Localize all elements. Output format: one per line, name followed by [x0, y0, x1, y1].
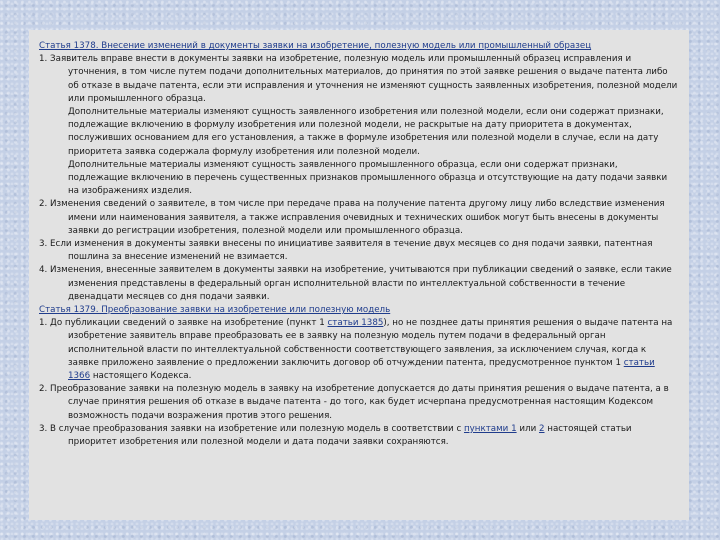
document-panel: [29, 30, 689, 520]
link-points-1[interactable]: пунктами 1: [463, 423, 517, 434]
article-1379-p3-text-a: 3. В случае преобразования заявки на изобретение или полезную модель в соответствии с: [39, 423, 464, 434]
article-1379-p1-text-a: 1. До публикации сведений о заявке на изобретение (пункт 1: [39, 318, 328, 329]
link-point-2[interactable]: 2: [538, 423, 545, 434]
link-article-1366[interactable]: статьи 1366: [68, 357, 655, 382]
article-1379-paragraph-2: 2. Преобразование заявки на полезную модель в заявку на изобретение допускается до даты принятия решения о выдаче патента, а в случае принятия решения об отказе в выдаче патента - до того, как будет исчерпана предусмотренная настоящим Кодексом возможность подачи возражения против этого решения.: [39, 384, 669, 421]
article-1378-paragraph-4: 4. Изменения, внесенные заявителем в документы заявки на изобретение, учитываются при публикации сведений о заявке, если такие изменения представлены в федеральный орган исполнительной власти по интеллектуальной собственности в течение двенадцати месяцев со дня подачи заявки.: [39, 265, 672, 302]
article-1379-paragraph-1: [39, 317, 679, 383]
article-1378-paragraph-1-additional-a: Дополнительные материалы изменяют сущность заявленного изобретения или полезной модели, если они содержат признаки, подлежащие включению в формулу изобретения или полезной модели, не раскрытые на дату приоритета в документах, послуживших основанием для его установления, а также в формуле изобретения или полезной модели в случае, если на дату приоритета заявка содержала формулу изобретения или полезной модели.: [68, 107, 664, 157]
article-1378-paragraph-2: 2. Изменения сведений о заявителе, в том числе при передаче права на получение патента другому лицу либо вследствие изменения имени или наименования заявителя, а также исправления очевидных и технических ошибок могут быть внесены в документы заявки до регистрации изобретения, полезной модели или промышленного образца.: [39, 199, 665, 236]
article-1378-heading: Статья 1378. Внесение изменений в документы заявки на изобретение, полезную модель или промышленный образец: [39, 41, 592, 51]
article-1379-p3-text-c: настоящей статьи приоритет изобретения или полезной модели и дата подачи заявки сохраняются.: [68, 423, 632, 448]
link-article-1385[interactable]: статьи 1385: [327, 318, 384, 329]
article-1378-paragraph-1-additional-b: Дополнительные материалы изменяют сущность заявленного промышленного образца, если они содержат признаки, подлежащие включению в перечень существенных признаков промышленного образца и отсутствующие на дату подачи заявки на изображениях изделия.: [68, 159, 668, 197]
article-1378-paragraph-3: 3. Если изменения в документы заявки внесены по инициативе заявителя в течение двух месяцев со дня подачи заявки, патентная пошлина за внесение изменений не взимается.: [39, 239, 653, 263]
article-1379-p3-text-b: или: [516, 423, 539, 434]
article-1379-paragraph-3: [39, 423, 679, 449]
article-1379-p1-text-b: ), но не позднее даты принятия решения о выдаче патента на изобретение заявитель вправе преобразовать ее в заявку на полезную модель путем подачи в федеральный орган исполнительной власти по интеллектуальной собственности соответствующего заявления, за исключением случая, когда к заявке приложено заявление о предложении заключить договор об отчуждении патента, предусмотренное пунктом 1: [68, 318, 673, 368]
article-1378-paragraph-1: 1. Заявитель вправе внести в документы заявки на изобретение, полезную модель или промышленный образец исправления и уточнения, в том числе путем подачи дополнительных материалов, до принятия по этой заявке решения о выдаче патента либо об отказе в выдаче патента, если эти исправления и уточнения не изменяют сущность заявленных изобретения, полезной модели или промышленного образца.: [39, 54, 678, 104]
article-1379-p1-text-c: настоящего Кодекса.: [90, 371, 192, 382]
article-1379-heading: Статья 1379. Преобразование заявки на изобретение или полезную модель: [39, 305, 391, 316]
